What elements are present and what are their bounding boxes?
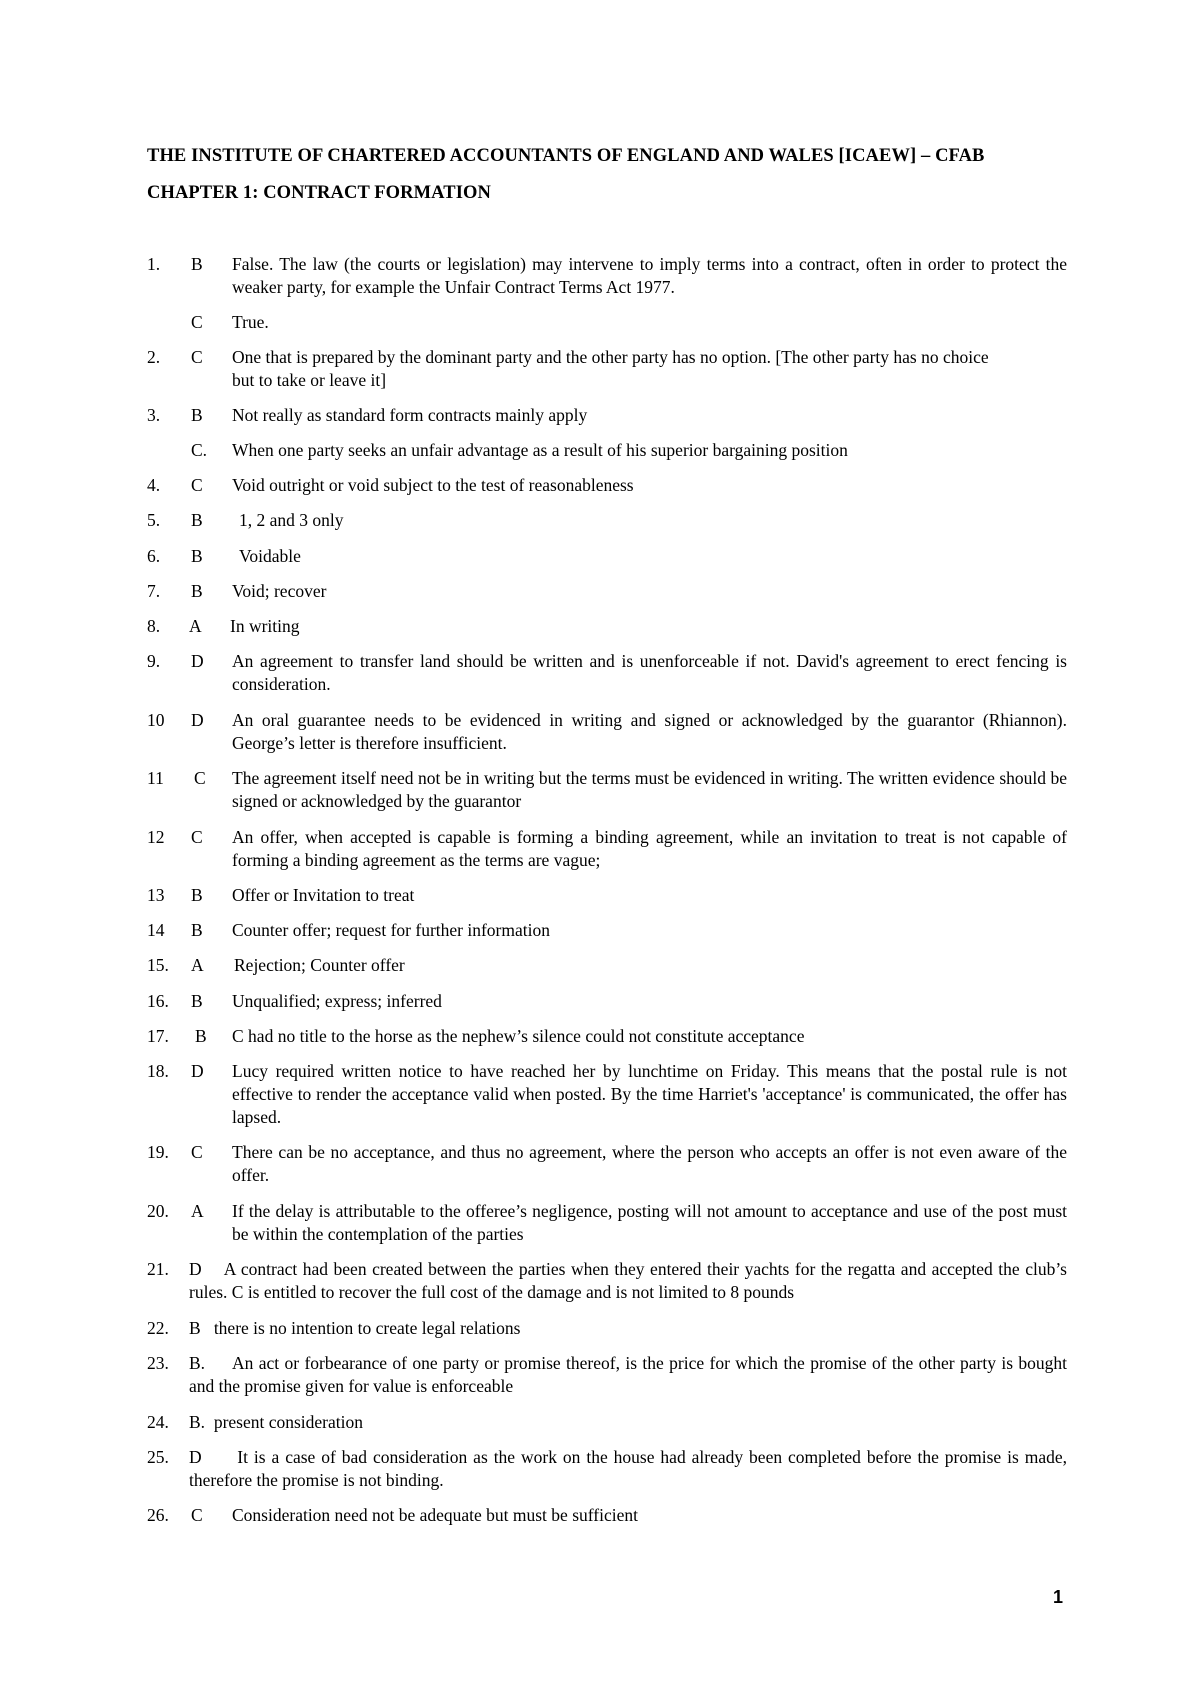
answer-letter: B: [191, 546, 203, 566]
answer-letter: B.: [189, 1353, 206, 1373]
answer-text: C had no title to the horse as the nephew’s silence could not constitute acceptance: [232, 1026, 805, 1046]
answer-text: Offer or Invitation to treat: [232, 885, 415, 905]
answer-letter: D: [191, 710, 204, 730]
answer-number: 5.: [147, 510, 161, 530]
answer-number: 16.: [147, 991, 169, 1011]
answer-item: [147, 474, 1067, 497]
answer-item: [147, 615, 1067, 638]
answer-letter: A: [189, 616, 202, 636]
answer-item: [147, 346, 1067, 392]
answer-item: [147, 1352, 1067, 1398]
answer-text: One that is prepared by the dominant party and the other party has no option. [The other party has no choice but to take or leave it]: [232, 347, 989, 390]
answer-letter: B: [191, 920, 203, 940]
answer-number: 6.: [147, 546, 161, 566]
answer-number: 4.: [147, 475, 161, 495]
answer-number: 20.: [147, 1201, 169, 1221]
answer-letter: C.: [191, 440, 208, 460]
answer-number: 22.: [147, 1318, 169, 1338]
answer-letter: B: [191, 991, 203, 1011]
answer-item: [147, 1200, 1067, 1246]
answer-item: [147, 1025, 1067, 1048]
answer-item: [147, 1446, 1067, 1492]
answer-text: False. The law (the courts or legislation) may intervene to imply terms into a contract, often in order to protect the weaker party, for example the Unfair Contract Terms Act 1977.: [232, 254, 1067, 297]
answer-number: 7.: [147, 581, 161, 601]
answer-letter: C: [191, 475, 203, 495]
answer-number: 24.: [147, 1412, 169, 1432]
answer-number: 23.: [147, 1353, 169, 1373]
answer-letter: C: [191, 1142, 203, 1162]
answer-text: True.: [232, 312, 269, 332]
answer-item: [147, 404, 1067, 427]
answer-item: [147, 253, 1067, 299]
answer-text: In writing: [230, 616, 300, 636]
answer-number: 17.: [147, 1026, 169, 1046]
answer-text: A contract had been created between the parties when they entered their yachts for the regatta and accepted the club’s rules. C is entitled to recover the full cost of the damage and is not limited to 8 pounds: [189, 1259, 1067, 1302]
answer-letter: B: [189, 1318, 201, 1338]
answer-number: 12: [147, 827, 165, 847]
answer-number: 15.: [147, 955, 169, 975]
answer-number: 21.: [147, 1259, 169, 1279]
answer-text: Void; recover: [232, 581, 327, 601]
answer-letter: A: [191, 955, 204, 975]
answer-letter: D: [191, 651, 204, 671]
answer-text: Rejection; Counter offer: [234, 955, 405, 975]
answer-item: [147, 509, 1067, 532]
answer-text: An oral guarantee needs to be evidenced in writing and signed or acknowledged by the guarantor (Rhiannon). George’s letter is therefore insufficient.: [232, 710, 1067, 753]
answer-number: 2.: [147, 347, 161, 367]
answer-text: The agreement itself need not be in writing but the terms must be evidenced in writing. The written evidence should be signed or acknowledged by the guarantor: [232, 768, 1067, 811]
answer-letter: C: [191, 347, 203, 367]
answer-text: An act or forbearance of one party or promise thereof, is the price for which the promise of the other party is bought and the promise given for value is enforceable: [189, 1353, 1067, 1396]
answer-text: Voidable: [239, 546, 301, 566]
answer-text: Counter offer; request for further information: [232, 920, 550, 940]
answer-letter: B: [191, 885, 203, 905]
answer-text: Consideration need not be adequate but must be sufficient: [232, 1505, 638, 1525]
answer-text: present consideration: [213, 1412, 363, 1432]
answer-text: Lucy required written notice to have reached her by lunchtime on Friday. This means that the postal rule is not effective to render the acceptance valid when posted. By the time Harriet's 'acceptance' is communicated, the offer has lapsed.: [232, 1061, 1067, 1127]
answer-number: 9.: [147, 651, 161, 671]
answer-item: [147, 545, 1067, 568]
answer-text: Unqualified; express; inferred: [232, 991, 442, 1011]
answer-letter: B.: [189, 1412, 206, 1432]
answer-number: 8.: [147, 616, 161, 636]
answer-text: If the delay is attributable to the offeree’s negligence, posting will not amount to acceptance and use of the post must be within the contemplation of the parties: [232, 1201, 1067, 1244]
chapter-title: CHAPTER 1: CONTRACT FORMATION: [147, 183, 491, 203]
answer-text: An offer, when accepted is capable is forming a binding agreement, while an invitation to treat is not capable of forming a binding agreement as the terms are vague;: [232, 827, 1067, 870]
answer-number: 25.: [147, 1447, 169, 1467]
answer-number: 13: [147, 885, 165, 905]
answer-letter: D: [191, 1061, 204, 1081]
answer-letter: B: [191, 510, 203, 530]
answer-item: [147, 919, 1067, 942]
answer-text: When one party seeks an unfair advantage as a result of his superior bargaining position: [232, 440, 848, 460]
answer-letter: C: [191, 1505, 203, 1525]
answer-text: It is a case of bad consideration as the work on the house had already been completed before the promise is made, therefore the promise is not binding.: [189, 1447, 1067, 1490]
answer-text: Not really as standard form contracts mainly apply: [232, 405, 588, 425]
answer-letter: C: [191, 827, 203, 847]
answer-item: [147, 580, 1067, 603]
answer-letter: A: [191, 1201, 204, 1221]
answer-item: [147, 709, 1067, 755]
answer-item: [147, 884, 1067, 907]
answer-number: 10: [147, 710, 165, 730]
answer-number: 1.: [147, 254, 161, 274]
answer-letter: D: [189, 1447, 202, 1467]
answer-item: [147, 1141, 1067, 1187]
answer-item: [147, 1258, 1067, 1304]
answer-item: [147, 1504, 1067, 1527]
answer-item: [147, 311, 1067, 334]
answer-item: [147, 767, 1067, 813]
answer-text: 1, 2 and 3 only: [239, 510, 344, 530]
answer-text: Void outright or void subject to the test of reasonableness: [232, 475, 634, 495]
answer-letter: D: [189, 1259, 202, 1279]
answer-number: 14: [147, 920, 165, 940]
answer-text: there is no intention to create legal relations: [213, 1318, 521, 1338]
answer-number: 18.: [147, 1061, 169, 1081]
answer-item: [147, 954, 1067, 977]
answer-letter: B: [191, 405, 203, 425]
answer-letter: B: [191, 581, 203, 601]
answer-letter: C: [191, 312, 203, 332]
answer-item: [147, 1060, 1067, 1129]
answer-letter: C: [194, 768, 206, 788]
answer-number: 26.: [147, 1505, 169, 1525]
answer-text: There can be no acceptance, and thus no agreement, where the person who accepts an offer is not even aware of the offer.: [232, 1142, 1067, 1185]
answer-item: [147, 650, 1067, 696]
answer-text: An agreement to transfer land should be written and is unenforceable if not. David's agreement to erect fencing is consideration.: [232, 651, 1067, 694]
answer-number: 3.: [147, 405, 161, 425]
answer-item: [147, 826, 1067, 872]
answer-number: 19.: [147, 1142, 169, 1162]
document-title: THE INSTITUTE OF CHARTERED ACCOUNTANTS OF ENGLAND AND WALES [ICAEW] – CFAB: [147, 146, 985, 166]
answer-item: [147, 990, 1067, 1013]
answer-item: [147, 1317, 1067, 1340]
answer-letter: B: [195, 1026, 207, 1046]
answer-item: [147, 439, 1067, 462]
answer-number: 11: [147, 768, 164, 788]
answer-item: [147, 1411, 1067, 1434]
answer-letter: B: [191, 254, 203, 274]
page-number: 1: [1053, 1587, 1064, 1607]
